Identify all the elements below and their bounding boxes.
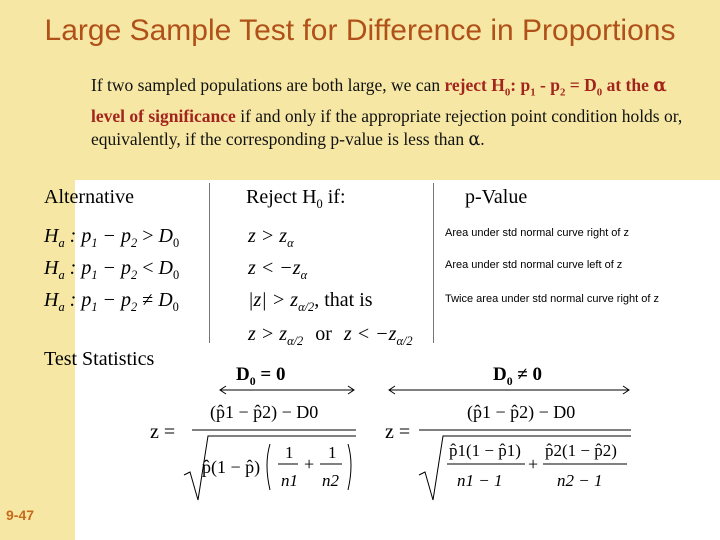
svg-text:n2: n2 xyxy=(322,471,339,490)
case-not-equal-arrow xyxy=(385,384,633,396)
intro-highlight: reject $H_0$: $p_1 - p_2 = D_0$ at the α level of significance xyxy=(91,75,667,126)
intro-text: If two sampled populations are both large, we can xyxy=(91,75,445,95)
numerator: (p̂1 − p̂2) − D0 xyxy=(210,402,319,422)
intro-paragraph: If two sampled populations are both large, we can reject $H_0$: $p_1 - p_2 = D_0$ at the α level of significance if and only if the appropriate rejection point condition holds or, equivalently, if the corresponding p-value is less than α. xyxy=(91,75,683,150)
alternative-right-tail: $H_a$ : $p_1 - p_2 > D_0$ xyxy=(44,225,180,250)
svg-text:+: + xyxy=(528,454,539,474)
slide-number: 9-47 xyxy=(6,507,35,523)
pvalue-two-tail: Twice area under std normal curve right of z xyxy=(445,293,659,305)
intro-text-2: if and only if the appropriate rejection point condition holds or, equivalently, if the corresponding p-value is less than xyxy=(91,105,683,149)
reject-left-tail: $z < -z_\alpha$ xyxy=(248,257,308,282)
header-alternative: Alternative xyxy=(44,186,134,208)
svg-text:+: + xyxy=(304,454,315,474)
column-divider xyxy=(209,183,210,343)
svg-text:n2 − 1: n2 − 1 xyxy=(557,471,603,490)
case-equal-label: $D_0 = 0$ xyxy=(236,364,286,388)
svg-text:p̂2(1 − p̂2): p̂2(1 − p̂2) xyxy=(545,441,617,460)
svg-text:p̂1(1 − p̂1): p̂1(1 − p̂1) xyxy=(449,441,521,460)
z-label: z = xyxy=(385,421,411,443)
alternative-two-tail: $H_a$ : $p_1 - p_2 \ne D_0$ xyxy=(44,289,179,314)
case-equal-arrow xyxy=(216,384,358,396)
reject-two-tail: $|z| > z_{\alpha/2}$, that is xyxy=(248,289,373,314)
denominator-pooled: p̂(1 − p̂) xyxy=(202,457,261,477)
pvalue-right-tail: Area under std normal curve right of z xyxy=(445,227,630,239)
case-not-equal-label: $D_0 \ne 0$ xyxy=(493,364,543,388)
svg-text:n1 − 1: n1 − 1 xyxy=(457,471,503,490)
column-divider xyxy=(433,183,434,343)
svg-text:1: 1 xyxy=(328,443,337,462)
test-statistics-label: Test Statistics xyxy=(44,348,155,370)
header-reject: Reject $H_0$ if: xyxy=(246,186,346,211)
pvalue-left-tail: Area under std normal curve left of z xyxy=(445,259,623,271)
svg-text:n1: n1 xyxy=(281,471,298,490)
test-statistic-pooled xyxy=(150,400,360,505)
alternative-left-tail: $H_a$ : $p_1 - p_2 < D_0$ xyxy=(44,257,180,282)
svg-text:1: 1 xyxy=(285,443,294,462)
test-statistic-unpooled xyxy=(385,400,635,505)
reject-two-tail-expanded: $z > z_{\alpha/2}$ or $z < -z_{\alpha/2}$ xyxy=(248,323,413,348)
z-label: z = xyxy=(150,421,176,443)
numerator: (p̂1 − p̂2) − D0 xyxy=(467,402,576,422)
header-pvalue: p-Value xyxy=(465,186,528,208)
slide-title: Large Sample Test for Difference in Proportions xyxy=(44,14,676,47)
reject-right-tail: $z > z_\alpha$ xyxy=(248,225,294,250)
